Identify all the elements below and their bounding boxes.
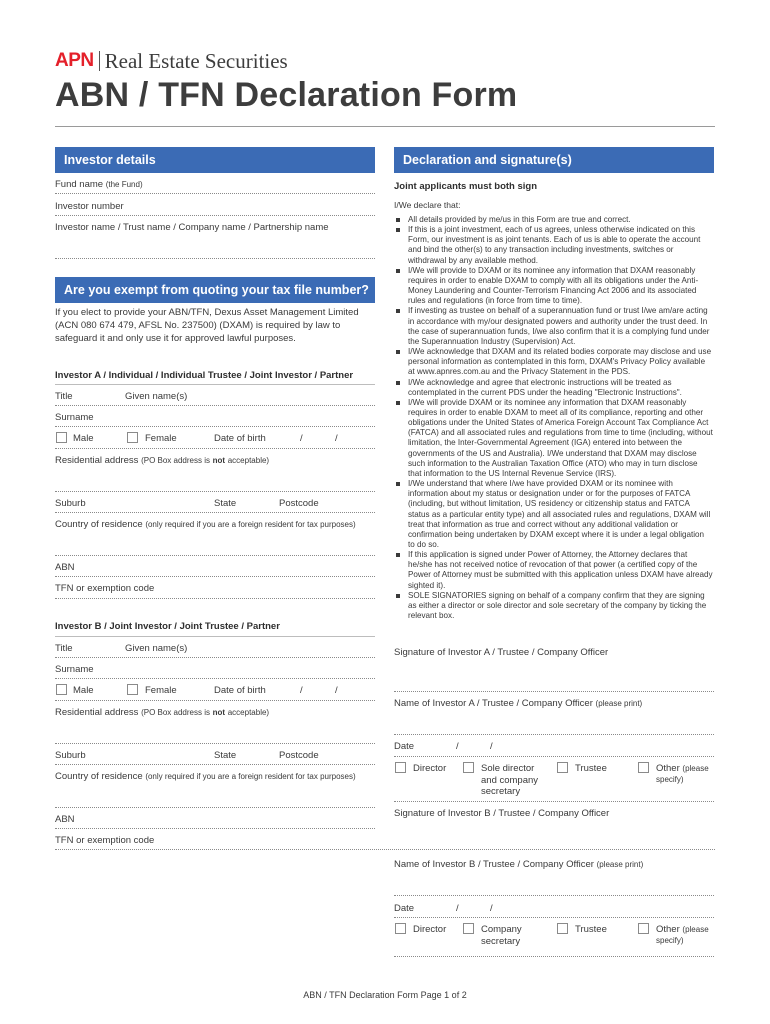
- investor-b-country-label: Country of residence (only required if you are a foreign resident for tax purposes): [55, 771, 356, 782]
- a-trustee-label: Trustee: [575, 763, 607, 774]
- investor-b-suburb-label: Suburb: [55, 750, 86, 761]
- investor-a-names-field[interactable]: [55, 405, 375, 406]
- investor-b-dob-slash-2: /: [335, 685, 338, 696]
- a-director-label: Director: [413, 763, 447, 774]
- investor-a-abn-label: ABN: [55, 562, 75, 573]
- declaration-item: I/We will provide to DXAM or its nominee any information that DXAM reasonably requires in order to enable DXAM to comply with all its obligations under the Anti-Money Laundering and Counter-Terrorism Financing Act 2006 and its associated rules and regulations (in force from time to time).: [395, 266, 713, 307]
- logo-name: Real Estate Securities: [104, 48, 288, 73]
- investor-b-names-field[interactable]: [55, 657, 375, 658]
- investor-b-dob-slash-1: /: [300, 685, 303, 696]
- joint-applicants-note: Joint applicants must both sign: [394, 181, 538, 192]
- exempt-header: Are you exempt from quoting your tax file number?: [55, 277, 375, 303]
- investor-a-tfn-label: TFN or exemption code: [55, 583, 155, 594]
- declaration-item: All details provided by me/us in this Form are true and correct.: [395, 215, 713, 225]
- investor-b-abn-label: ABN: [55, 814, 75, 825]
- investor-a-tfn-field[interactable]: [55, 598, 375, 599]
- name-a-label: Name of Investor A / Trustee / Company Officer (please print): [394, 698, 643, 709]
- investor-b-rule: [55, 636, 375, 637]
- date-a-label: Date: [394, 741, 415, 752]
- signature-b-label: Signature of Investor B / Trustee / Company Officer: [394, 808, 610, 819]
- investor-a-address-field[interactable]: [55, 491, 375, 492]
- name-b-field[interactable]: [394, 895, 714, 896]
- investor-a-country-field[interactable]: [55, 555, 375, 556]
- investor-a-rule: [55, 384, 375, 385]
- investor-b-address-label: Residential address (PO Box address is not acceptable): [55, 707, 270, 718]
- fund-name-label: Fund name (the Fund): [55, 179, 143, 190]
- investor-b-surname-field[interactable]: [55, 678, 375, 679]
- declaration-list: [395, 215, 713, 621]
- investor-b-male-label: Male: [73, 685, 94, 696]
- investor-b-dob-field[interactable]: [55, 700, 375, 701]
- investor-number-field[interactable]: [55, 215, 375, 216]
- logo-apn: APN: [55, 50, 94, 71]
- declaration-item: If this is a joint investment, each of us agrees, unless otherwise indicated on this Form, our investment is as joint tenants. Each of us is able to operate the account and bind the other(s) to any transaction including investments, switches or withdrawal by any available method.: [395, 225, 713, 266]
- a-sole-director-label: Sole director and company secretary: [481, 763, 539, 797]
- investor-name-field[interactable]: [55, 258, 375, 259]
- logo-divider: [99, 51, 100, 71]
- b-trustee-checkbox[interactable]: [557, 923, 568, 934]
- investor-b-title-label: Title: [55, 643, 73, 654]
- investor-a-surname-label: Surname: [55, 412, 94, 423]
- investor-a-abn-field[interactable]: [55, 576, 375, 577]
- b-director-checkbox[interactable]: [395, 923, 406, 934]
- investor-a-dob-field[interactable]: [55, 448, 375, 449]
- date-a-field[interactable]: [394, 756, 714, 757]
- investor-b-tfn-field[interactable]: [55, 849, 715, 850]
- page-footer: ABN / TFN Declaration Form Page 1 of 2: [303, 990, 467, 1000]
- declaration-item: If this application is signed under Power of Attorney, the Attorney declares that he/she has not received notice of revocation of that power (a certified copy of the Power of Attorney must be submitted with this application unless DXAM have already sighted it).: [395, 550, 713, 591]
- b-director-label: Director: [413, 924, 447, 935]
- investor-a-female-label: Female: [145, 433, 177, 444]
- investor-b-heading: Investor B / Joint Investor / Joint Trustee / Partner: [55, 621, 280, 632]
- fund-name-field[interactable]: [55, 193, 375, 194]
- investor-b-suburb-field[interactable]: [55, 764, 375, 765]
- investor-a-male-checkbox[interactable]: [56, 432, 67, 443]
- investor-a-dob-slash-2: /: [335, 433, 338, 444]
- investor-a-state-label: State: [214, 498, 237, 509]
- signature-a-label: Signature of Investor A / Trustee / Company Officer: [394, 647, 609, 658]
- declare-intro: I/We declare that:: [394, 200, 461, 210]
- investor-a-dob-slash-1: /: [300, 433, 303, 444]
- date-a-slash-2: /: [490, 741, 493, 752]
- investor-b-male-checkbox[interactable]: [56, 684, 67, 695]
- investor-a-female-checkbox[interactable]: [127, 432, 138, 443]
- signature-a-field[interactable]: [394, 691, 714, 692]
- b-company-secretary-checkbox[interactable]: [463, 923, 474, 934]
- company-logo: [55, 49, 288, 73]
- b-trustee-label: Trustee: [575, 924, 607, 935]
- name-a-field[interactable]: [394, 734, 714, 735]
- page-title: ABN / TFN Declaration Form: [55, 76, 518, 114]
- investor-b-postcode-label: Postcode: [279, 750, 319, 761]
- declaration-header: Declaration and signature(s): [394, 147, 714, 173]
- a-other-label: Other (please specify): [656, 763, 709, 784]
- investor-b-female-checkbox[interactable]: [127, 684, 138, 695]
- investor-a-address-label: Residential address (PO Box address is not acceptable): [55, 455, 270, 466]
- b-other-label: Other (please specify): [656, 924, 709, 945]
- investor-a-title-label: Title: [55, 391, 73, 402]
- investor-a-suburb-label: Suburb: [55, 498, 86, 509]
- declaration-item: I/We understand that where I/we have provided DXAM or its nominee with information about my status or designation under or for the purposes of FATCA (including, but without limitation, US residency or citizenship status and FATCA status as a particular entity type) and all associated rules and regulations, DXAM will treat that information as true and correct without any additional validation or confirmation being undertaken by DXAM except where it is under a legal obligation to do so.: [395, 479, 713, 550]
- date-b-label: Date: [394, 903, 415, 914]
- investor-a-postcode-label: Postcode: [279, 498, 319, 509]
- investor-b-abn-field[interactable]: [55, 828, 375, 829]
- declaration-item: I/We will provide DXAM or its nominee any information that DXAM reasonably requires in order to enable DXAM to meet all of its compliance, reporting and other obligations under the United States of America Foreign Account Tax Compliance Act (FATCA) and all associated rules and regulations from time to time (including, without limitation, the Inter-Governmental Agreement (IGA) entered into between the governments of the US and Australia). I/We understand that DXAM may disclose such information to the Australian Taxation Office (ATO) who may in turn disclose that information to the US Internal Revenue Service (IRS).: [395, 398, 713, 479]
- a-director-checkbox[interactable]: [395, 762, 406, 773]
- b-role-field: [394, 956, 714, 957]
- investor-b-surname-label: Surname: [55, 664, 94, 675]
- a-other-checkbox[interactable]: [638, 762, 649, 773]
- investor-b-given-names-label: Given name(s): [125, 643, 188, 654]
- investor-number-label: Investor number: [55, 201, 124, 212]
- investor-b-country-field[interactable]: [55, 807, 375, 808]
- investor-a-country-label: Country of residence (only required if you are a foreign resident for tax purposes): [55, 519, 356, 530]
- title-rule: [55, 126, 715, 127]
- investor-name-label: Investor name / Trust name / Company name / Partnership name: [55, 222, 329, 233]
- investor-a-surname-field[interactable]: [55, 426, 375, 427]
- date-b-field[interactable]: [394, 917, 714, 918]
- investor-b-female-label: Female: [145, 685, 177, 696]
- a-role-field: [394, 801, 714, 802]
- investor-b-address-field[interactable]: [55, 743, 375, 744]
- date-a-slash-1: /: [456, 741, 459, 752]
- investor-a-male-label: Male: [73, 433, 94, 444]
- investor-b-state-label: State: [214, 750, 237, 761]
- a-trustee-checkbox[interactable]: [557, 762, 568, 773]
- investor-a-suburb-field[interactable]: [55, 512, 375, 513]
- b-company-secretary-label: Company secretary: [481, 924, 522, 947]
- investor-a-dob-label: Date of birth: [214, 433, 266, 444]
- declaration-item: If investing as trustee on behalf of a superannuation fund or trust I/we am/are acting in accordance with my/our designated powers and authority under the trust deed. In the case of superannuation funds, I/we also confirm that it is a complying fund under the Superannuation Industry (Supervision) Act.: [395, 306, 713, 347]
- name-b-label: Name of Investor B / Trustee / Company Officer (please print): [394, 859, 644, 870]
- investor-b-dob-label: Date of birth: [214, 685, 266, 696]
- declaration-item: I/We acknowledge that DXAM and its related bodies corporate may disclose and use personal information as contemplated in this form, DXAM's Privacy Policy available at www.apnres.com.au and the Privacy Statement in the PDS.: [395, 347, 713, 377]
- investor-a-given-names-label: Given name(s): [125, 391, 188, 402]
- investor-details-header: Investor details: [55, 147, 375, 173]
- investor-b-tfn-label: TFN or exemption code: [55, 835, 155, 846]
- a-sole-director-checkbox[interactable]: [463, 762, 474, 773]
- date-b-slash-2: /: [490, 903, 493, 914]
- declaration-item: SOLE SIGNATORIES signing on behalf of a company confirm that they are signing as either a director or sole director and sole secretary of the company by ticking the relevant box.: [395, 591, 713, 621]
- b-other-checkbox[interactable]: [638, 923, 649, 934]
- date-b-slash-1: /: [456, 903, 459, 914]
- investor-a-heading: Investor A / Individual / Individual Trustee / Joint Investor / Partner: [55, 370, 354, 381]
- exempt-text: If you elect to provide your ABN/TFN, Dexus Asset Management Limited (ACN 080 674 479, AFSL No. 237500) (DXAM) is required by law to safeguard it and only use it for approved lawful purposes.: [55, 307, 359, 344]
- declaration-item: I/We acknowledge and agree that electronic instructions will be treated as contemplated in the current PDS under the heading "Electronic Instructions".: [395, 378, 713, 398]
